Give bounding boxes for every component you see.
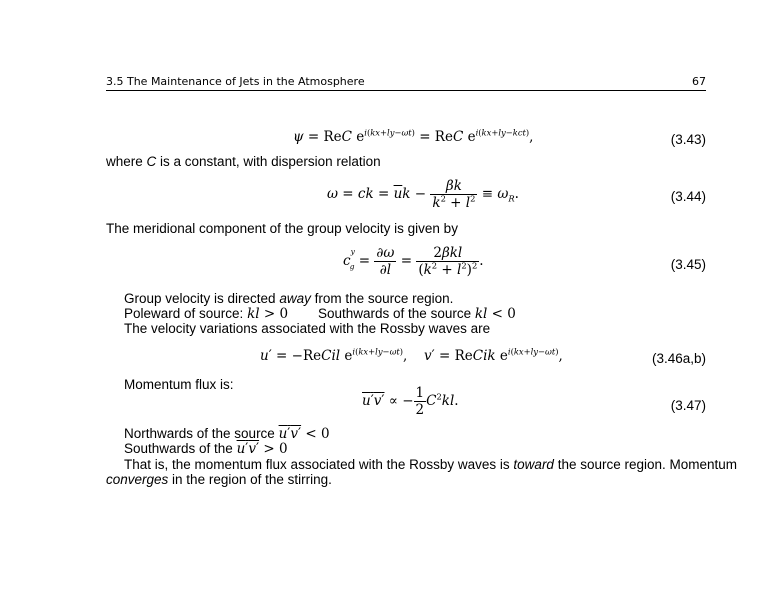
equation-number-3-43: (3.43) [670,132,706,147]
paragraph-northwards-of-source: Northwards of the source u′v′ < 0 [124,426,330,442]
paragraph-group-velocity-away: Group velocity is directed away from the source region. [124,291,454,306]
paragraph-momentum-converges: converges in the region of the stirring. [106,472,332,487]
paragraph-poleward-of-source: Poleward of source: kl > 0 [124,306,289,322]
paragraph-group-velocity-intro: The meridional component of the group velocity is given by [106,221,458,236]
equation-number-3-45: (3.45) [670,257,706,272]
equation-3-43: ψ = ReC $e^{i(kx+ly-\omega t)}$ = ReC $e^{i(kx+ly-kct)}$, [293,127,534,145]
equation-number-3-46: (3.46a,b) [651,351,706,366]
equation-number-3-44: (3.44) [670,189,706,204]
equation-3-44: ω = ck = $\overline{u}k$ − $\frac{\beta k}{k^2 + l^2}$ ≡ $\omega_R$. [327,178,519,211]
equation-3-47: u′v′ ∝ − $\frac{1}{2}$ $C^2kl$. [362,385,459,418]
equation-number-3-47: (3.47) [670,398,706,413]
equation-3-45: $c^y_g$ = $\frac{\partial\omega}{\partial l}$ = $\frac{\text{2βkl}}{(k^2 + l^2)^2}$ . [343,245,484,278]
equation-3-46b: v′ = ReCik $e^{i(kx+ly-\omega t)}$, [424,346,563,364]
page-number: 67 [692,75,706,88]
paragraph-momentum-flux: Momentum flux is: [124,377,234,392]
running-header-section: 3.5 The Maintenance of Jets in the Atmosphere [106,75,365,88]
paragraph-southwards-of-source: Southwards of the source kl < 0 [318,306,516,322]
equation-3-46a: u′ = −ReCil $e^{i(kx+ly-\omega t)}$, [260,346,408,364]
paragraph-southwards-flux: Southwards of the u′v′ > 0 [124,441,288,457]
paragraph-dispersion-intro: where C is a constant, with dispersion relation [106,154,381,169]
header-rule [106,90,706,91]
paragraph-momentum-toward: That is, the momentum flux associated with the Rossby waves is toward the source region. Momentum [124,457,738,472]
paragraph-velocity-variations: The velocity variations associated with the Rossby waves are [124,321,491,336]
